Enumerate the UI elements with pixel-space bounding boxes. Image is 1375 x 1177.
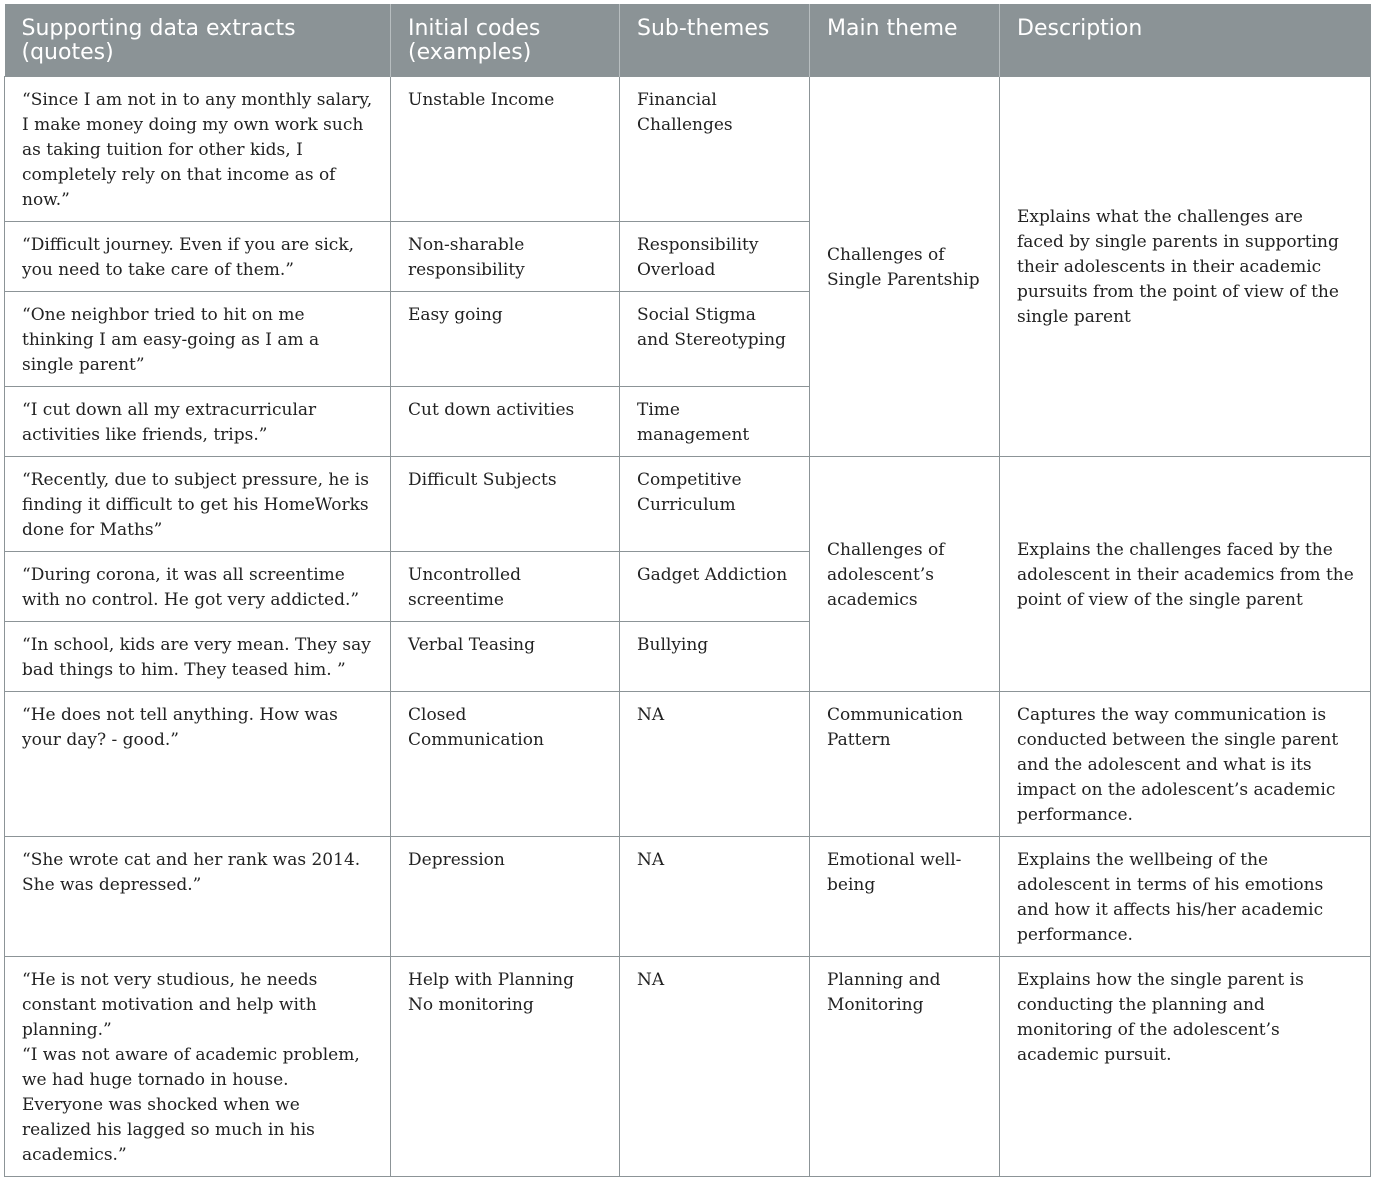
description-cell: Explains how the single parent is conducting the planning and monitoring of the adolescent’s academic pursuit. xyxy=(1000,956,1371,1176)
sub-theme-cell: NA xyxy=(620,836,810,956)
header-description: Description xyxy=(1000,4,1371,76)
table-header xyxy=(5,4,1371,76)
quote-cell: “I cut down all my extracurricular activities like friends, trips.” xyxy=(5,386,391,456)
main-theme-cell: Planning and Monitoring xyxy=(810,956,1000,1176)
header-main-theme: Main theme xyxy=(810,4,1000,76)
sub-theme-cell: Financial Challenges xyxy=(620,76,810,221)
initial-code-cell: Difficult Subjects xyxy=(391,456,620,551)
initial-code-cell: Cut down activities xyxy=(391,386,620,456)
initial-code-cell: Easy going xyxy=(391,291,620,386)
initial-code-cell: Uncontrolled screentime xyxy=(391,551,620,621)
quote-cell xyxy=(5,956,391,1176)
quote-text: “He is not very studious, he needs constant motivation and help with planning.” xyxy=(22,969,318,1040)
header-initial-codes: Initial codes (examples) xyxy=(391,4,620,76)
sub-theme-cell: Time management xyxy=(620,386,810,456)
sub-theme-cell: NA xyxy=(620,691,810,836)
table-row xyxy=(5,691,1371,836)
description-cell: Explains what the challenges are faced by single parents in supporting their adolescents in their academic pursuits from the point of view of the single parent xyxy=(1000,76,1371,456)
description-cell: Explains the challenges faced by the adolescent in their academics from the point of view of the single parent xyxy=(1000,456,1371,691)
initial-code-cell: Unstable Income xyxy=(391,76,620,221)
header-row xyxy=(5,4,1371,76)
quote-cell: “She wrote cat and her rank was 2014. She was depressed.” xyxy=(5,836,391,956)
quote-cell: “Difficult journey. Even if you are sick, you need to take care of them.” xyxy=(5,221,391,291)
table-row xyxy=(5,836,1371,956)
description-cell: Captures the way communication is conducted between the single parent and the adolescent and what is its impact on the adolescent’s academic performance. xyxy=(1000,691,1371,836)
sub-theme-cell: Bullying xyxy=(620,621,810,691)
header-quotes: Supporting data extracts (quotes) xyxy=(5,4,391,76)
main-theme-cell: Challenges of adolescent’s academics xyxy=(810,456,1000,691)
initial-code-cell: Depression xyxy=(391,836,620,956)
table-row xyxy=(5,456,1371,551)
header-sub-themes: Sub-themes xyxy=(620,4,810,76)
initial-code-cell: Non-sharable responsibility xyxy=(391,221,620,291)
sub-theme-cell: Competitive Curriculum xyxy=(620,456,810,551)
quote-cell: “During corona, it was all screentime with no control. He got very addicted.” xyxy=(5,551,391,621)
sub-theme-cell: Gadget Addiction xyxy=(620,551,810,621)
quote-text: “I was not aware of academic problem, we had huge tornado in house. Everyone was shocked when we realized his lagged so much in his academics.” xyxy=(22,1044,360,1165)
main-theme-cell: Challenges of Single Parentship xyxy=(810,76,1000,456)
thematic-analysis-table xyxy=(4,4,1371,1177)
main-theme-cell: Communication Pattern xyxy=(810,691,1000,836)
table-body xyxy=(5,76,1371,1176)
thematic-analysis-table-container xyxy=(4,4,1370,1177)
initial-code-cell: Verbal Teasing xyxy=(391,621,620,691)
table-row xyxy=(5,956,1371,1176)
quote-cell: “Since I am not in to any monthly salary, I make money doing my own work such as taking tuition for other kids, I completely rely on that income as of now.” xyxy=(5,76,391,221)
quote-cell: “Recently, due to subject pressure, he is finding it difficult to get his HomeWorks done for Maths” xyxy=(5,456,391,551)
quote-cell: “One neighbor tried to hit on me thinking I am easy-going as I am a single parent” xyxy=(5,291,391,386)
quote-cell: “In school, kids are very mean. They say bad things to him. They teased him. ” xyxy=(5,621,391,691)
sub-theme-cell: NA xyxy=(620,956,810,1176)
sub-theme-cell: Social Stigma and Stereotyping xyxy=(620,291,810,386)
main-theme-cell: Emotional well-being xyxy=(810,836,1000,956)
table-row xyxy=(5,76,1371,221)
description-cell: Explains the wellbeing of the adolescent in terms of his emotions and how it affects his/her academic performance. xyxy=(1000,836,1371,956)
initial-code-cell: Help with Planning No monitoring xyxy=(391,956,620,1176)
quote-cell: “He does not tell anything. How was your day? - good.” xyxy=(5,691,391,836)
initial-code-cell: Closed Communication xyxy=(391,691,620,836)
sub-theme-cell: Responsibility Overload xyxy=(620,221,810,291)
